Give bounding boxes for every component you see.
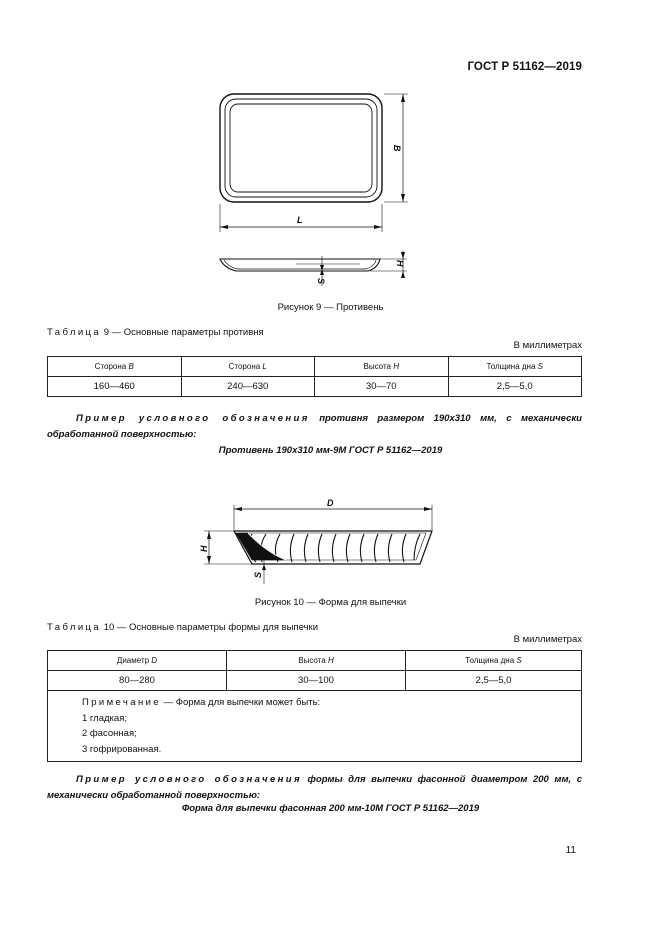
figure-10-label-d: D bbox=[327, 498, 334, 508]
example-10-paragraph bbox=[47, 772, 582, 803]
figure-9-label-s: S bbox=[316, 278, 326, 285]
table-10-note-text: — Форма для выпечки может быть: bbox=[161, 697, 321, 708]
example-9-paragraph bbox=[47, 411, 582, 442]
figure-9-label-l: L bbox=[297, 215, 303, 225]
table-10-header-height: Высота H bbox=[227, 651, 406, 671]
table-10-caption-text: 10 — Основные параметры формы для выпечки bbox=[101, 622, 319, 633]
figure-10-form-drawing bbox=[196, 496, 446, 586]
figure-10-caption: Рисунок 10 — Форма для выпечки bbox=[254, 597, 407, 608]
table-9-header-side-b: Сторона B bbox=[48, 357, 182, 377]
table-9-cell-side-l: 240—630 bbox=[181, 377, 315, 397]
example-10-label: Пример условного обозначения bbox=[76, 774, 302, 785]
example-10-designation: Форма для выпечки фасонная 200 мм-10М ГОСТ Р 51162—2019 bbox=[181, 803, 480, 814]
table-9-cell-height: 30—70 bbox=[315, 377, 449, 397]
table-10-note-row bbox=[48, 691, 582, 762]
table-9-caption bbox=[47, 327, 264, 338]
table-9-caption-text: 9 — Основные параметры противня bbox=[101, 327, 264, 338]
table-9-header-thickness: Толщина дна S bbox=[448, 357, 582, 377]
table-10-cell-thickness: 2,5—5,0 bbox=[406, 671, 582, 691]
table-10 bbox=[47, 650, 582, 762]
table-10-caption bbox=[47, 622, 318, 633]
table-10-cell-height: 30—100 bbox=[227, 671, 406, 691]
table-row bbox=[48, 671, 582, 691]
figure-9-tray-drawing bbox=[210, 88, 420, 293]
figure-9-label-h: H bbox=[395, 260, 405, 267]
table-9-header-side-l: Сторона L bbox=[181, 357, 315, 377]
table-9-cell-thickness: 2,5—5,0 bbox=[448, 377, 582, 397]
figure-9-caption: Рисунок 9 — Противень bbox=[277, 302, 384, 313]
example-9-text: противня размером 190x310 мм, с механически обработанной поверхностью: bbox=[47, 413, 582, 440]
list-item: 1 гладкая; bbox=[82, 712, 127, 724]
figure-9-label-b: B bbox=[392, 145, 402, 152]
table-9-cell-side-b: 160—460 bbox=[48, 377, 182, 397]
list-item: 2 фасонная; bbox=[82, 728, 137, 739]
table-10-header-row bbox=[48, 651, 582, 671]
document-code: ГОСТ Р 51162—2019 bbox=[467, 61, 582, 73]
table-9-header-height: Высота H bbox=[315, 357, 449, 377]
example-9-label: Пример условного обозначения bbox=[76, 413, 310, 424]
table-10-note-intro bbox=[82, 695, 581, 711]
table-10-caption-label: Таблица bbox=[47, 622, 102, 633]
list-item: 3 гофрированная. bbox=[82, 743, 162, 755]
page-number: 11 bbox=[565, 845, 576, 856]
table-10-note bbox=[48, 691, 582, 762]
table-9 bbox=[47, 356, 582, 397]
table-9-units: В миллиметрах bbox=[513, 340, 582, 351]
figure-10-label-h: H bbox=[199, 545, 209, 552]
table-9-header-row bbox=[48, 357, 582, 377]
table-10-note-label: Примечание bbox=[82, 697, 161, 708]
table-10-header-thickness: Толщина дна S bbox=[406, 651, 582, 671]
example-9-designation: Противень 190x310 мм-9М ГОСТ Р 51162—2019 bbox=[218, 445, 443, 456]
table-10-units: В миллиметрах bbox=[513, 634, 582, 645]
example-10-text: формы для выпечки фасонной диаметром 200 мм, с механически обработанной поверхностью: bbox=[47, 774, 582, 801]
table-10-header-diameter: Диаметр D bbox=[48, 651, 227, 671]
table-9-caption-label: Таблица bbox=[47, 327, 102, 338]
table-row bbox=[48, 377, 582, 397]
table-10-cell-diameter: 80—280 bbox=[48, 671, 227, 691]
figure-10-label-s: S bbox=[253, 571, 263, 578]
